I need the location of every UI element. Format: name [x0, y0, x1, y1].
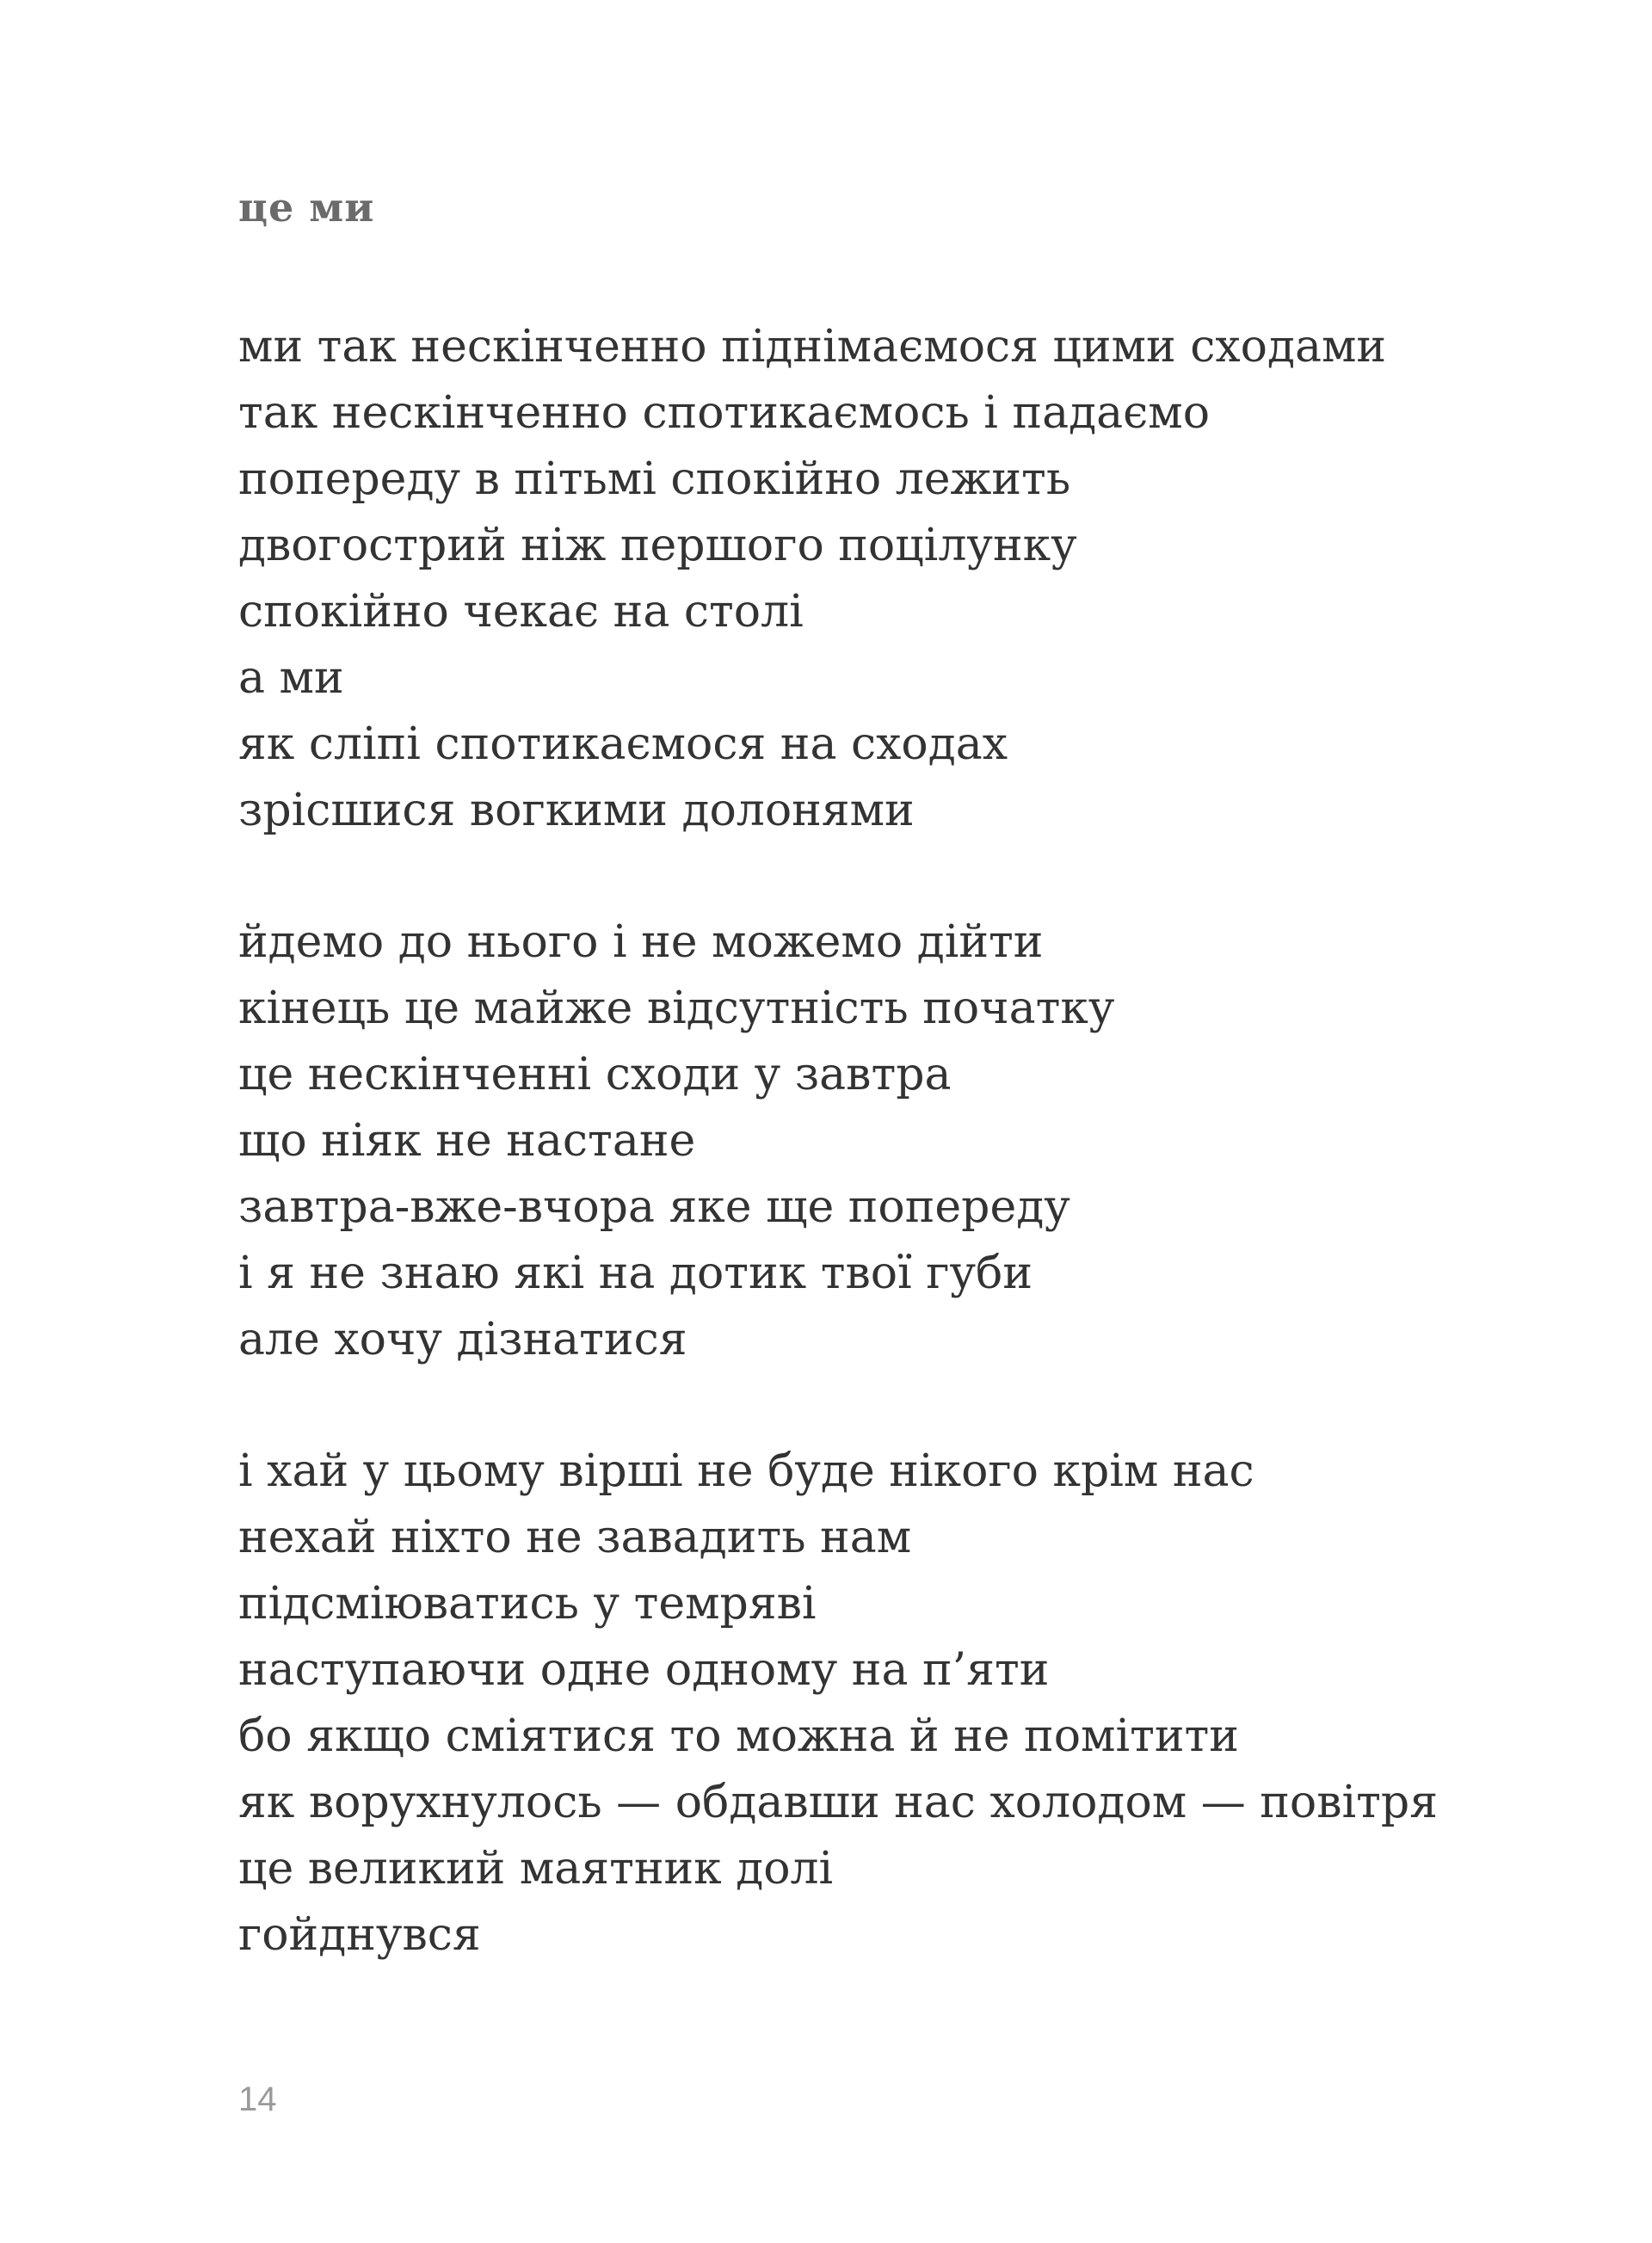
stanza-2 [238, 909, 1529, 1373]
poem-body [238, 314, 1529, 2034]
stanza-3 [238, 1439, 1529, 1969]
poem-title: це ми [238, 184, 375, 231]
poem-line: але хочу дізнатися [238, 1314, 687, 1365]
poem-line: гойднувся [238, 1909, 481, 1961]
poem-line: як ворухнулось — обдавши нас холодом — повітря [238, 1777, 1438, 1828]
poem-line: це великий маятник долі [238, 1843, 834, 1895]
poem-line: попереду в пітьмі спокійно лежить [238, 453, 1071, 505]
poem-line: і хай у цьому вірші не буде нікого крім нас [238, 1445, 1254, 1497]
poem-line: що ніяк не настане [238, 1115, 696, 1167]
poem-line: двогострий ніж першого поцілунку [238, 520, 1077, 571]
poem-line: бо якщо сміятися то можна й не помітити [238, 1710, 1239, 1762]
poem-line: нехай ніхто не завадить нам [238, 1512, 912, 1563]
poem-line: йдемо до нього і не можемо дійти [238, 916, 1044, 968]
poem-line: підсміюватись у темряві [238, 1578, 817, 1630]
poem-line: це нескінченні сходи у завтра [238, 1049, 952, 1100]
poem-line: зрісшися вогкими долонями [238, 785, 915, 836]
poem-line: так нескінченно спотикаємось і падаємо [238, 387, 1211, 439]
poem-line: а ми [238, 652, 344, 704]
poem-line: як сліпі спотикаємося на сходах [238, 718, 1008, 770]
poem-line: кінець це майже відсутність початку [238, 983, 1115, 1034]
page-number: 14 [238, 2080, 277, 2118]
stanza-1 [238, 314, 1529, 844]
poem-line: завтра-вже-вчора яке ще попереду [238, 1181, 1070, 1233]
poem-line: і я не знаю які на дотик твої губи [238, 1248, 1033, 1299]
poem-line: ми так нескінченно піднімаємося цими сходами [238, 321, 1387, 373]
poem-line: спокійно чекає на столі [238, 586, 804, 638]
poem-line: наступаючи одне одному на п’яти [238, 1644, 1050, 1696]
